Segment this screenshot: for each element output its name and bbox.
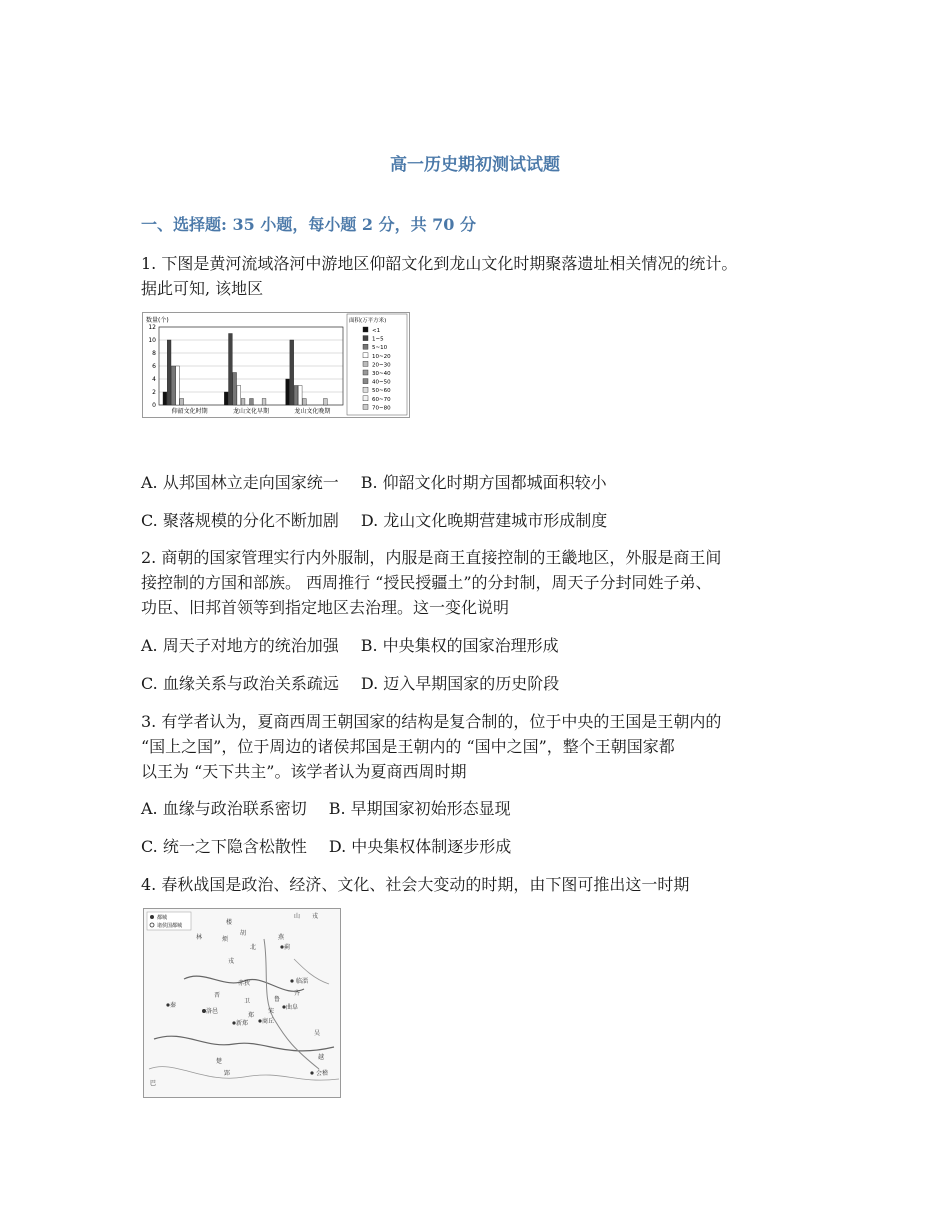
map-label: 鲁 <box>274 996 281 1003</box>
category-label: 龙山文化晚期 <box>294 408 331 415</box>
q1-option-a[interactable]: A. 从邦国林立走向国家统一 <box>141 473 339 492</box>
q2-line-3: 功臣、旧邦首领等到指定地区去治理。这一变化说明 <box>141 598 510 617</box>
legend-label: 50~60 <box>372 388 391 395</box>
legend-label: 10~20 <box>372 353 391 360</box>
legend-swatch <box>363 327 368 332</box>
map-label: 戎 <box>312 913 319 920</box>
q2-option-d[interactable]: D. 迈入早期国家的历史阶段 <box>360 674 560 693</box>
map-label: 齐 <box>294 990 301 997</box>
bar <box>286 379 290 405</box>
q1-option-d[interactable]: D. 龙山文化晚期营建城市形成制度 <box>360 511 608 530</box>
bar <box>167 340 171 405</box>
legend-swatch <box>363 387 368 392</box>
q4-line-1: 4. 春秋战国是政治、经济、文化、社会大变动的时期，由下图可推出这一时期 <box>141 875 690 894</box>
q3-line-2: “国上之国”，位于周边的诸侯邦国是王朝内的 “国中之国”，整个王朝国家都 <box>141 737 675 756</box>
legend-swatch <box>363 379 368 384</box>
q1-line-2: 据此可知, 该地区 <box>141 279 264 298</box>
q2-option-a[interactable]: A. 周天子对地方的统治加强 <box>141 636 339 655</box>
map-label: 洛邑 <box>206 1008 219 1015</box>
legend-label: 20~30 <box>372 362 391 369</box>
map-label: 郢 <box>224 1070 231 1077</box>
map-label: 林 <box>196 934 203 941</box>
y-tick-label: 0 <box>152 402 156 409</box>
q3-options-row-2 <box>141 834 511 857</box>
bar <box>171 366 175 405</box>
map-label: 北 <box>250 944 257 951</box>
y-tick-label: 4 <box>152 376 156 383</box>
legend-label: <1 <box>372 328 381 334</box>
bar <box>302 399 306 406</box>
y-tick-label: 12 <box>148 324 156 331</box>
q2-options-row-1 <box>141 633 559 656</box>
map-label: 巴 <box>150 1080 157 1087</box>
map-label: 戎 <box>228 958 235 965</box>
y-tick-label: 6 <box>152 363 156 370</box>
legend-label: 1~5 <box>372 336 384 343</box>
q3-option-b[interactable]: B. 早期国家初始形态显现 <box>328 799 511 818</box>
q3-line-3: 以王为 “天下共主”。该学者认为夏商西周时期 <box>141 762 467 781</box>
bar <box>294 386 298 406</box>
bar <box>237 386 241 406</box>
legend-swatch <box>363 361 368 366</box>
y-tick-label: 8 <box>152 350 156 357</box>
legend-label: 70~80 <box>372 405 391 412</box>
map-label: 越 <box>318 1054 325 1061</box>
map-legend-vassal: 诸侯国都城 <box>157 923 183 929</box>
bar <box>298 386 302 406</box>
bar <box>163 392 167 405</box>
q3-option-d[interactable]: D. 中央集权体制逐步形成 <box>328 837 512 856</box>
q3-option-a[interactable]: A. 血缘与政治联系密切 <box>141 799 307 818</box>
map-label: 新郑 <box>236 1020 249 1027</box>
section-heading: 一、选择题: 35 小题，每小题 2 分，共 70 分 <box>141 215 476 234</box>
map-label: 蓟 <box>284 944 291 951</box>
bar <box>180 399 184 406</box>
legend-label: 5~10 <box>372 345 388 352</box>
bar <box>224 392 228 405</box>
map-graphic <box>144 909 340 1097</box>
map-label: 宋 <box>268 1008 275 1015</box>
map-label: 燕 <box>278 934 285 941</box>
map-label: 赤狄 <box>238 980 251 987</box>
q3-option-c[interactable]: C. 统一之下隐含松散性 <box>141 837 307 856</box>
legend-swatch <box>363 353 368 358</box>
bar <box>290 340 294 405</box>
map-label: 烦 <box>222 936 229 943</box>
q1-options-row-1 <box>141 470 607 493</box>
y-axis-label: 数量(个) <box>146 317 169 324</box>
map-label: 曲阜 <box>286 1004 299 1011</box>
settlement-chart <box>142 312 410 418</box>
map-label: 晋 <box>214 992 221 999</box>
bar <box>262 399 266 406</box>
bar <box>233 373 237 406</box>
legend-label: 40~50 <box>372 379 391 386</box>
legend-swatch <box>363 396 368 401</box>
map-label: 楼 <box>226 919 233 926</box>
q3-options-row-1 <box>141 796 511 819</box>
map-label: 商丘 <box>262 1018 275 1025</box>
map-label: 临淄 <box>296 978 309 985</box>
q1-line-1: 1. 下图是黄河流域洛河中游地区仰韶文化到龙山文化时期聚落遗址相关情况的统计。 <box>141 254 738 273</box>
map-label: 卫 <box>244 998 251 1005</box>
legend-title: 面积(万平方米) <box>349 318 387 324</box>
map-label: 吴 <box>314 1030 321 1037</box>
category-label: 仰韶文化时期 <box>171 408 208 415</box>
bar <box>176 366 180 405</box>
settlement-bar-chart <box>143 313 409 417</box>
bar <box>323 399 327 406</box>
spring-autumn-map <box>143 908 341 1098</box>
bar <box>241 399 245 406</box>
q2-line-1: 2. 商朝的国家管理实行内外服制，内服是商王直接控制的王畿地区，外服是商王间 <box>141 548 722 567</box>
q1-option-c[interactable]: C. 聚落规模的分化不断加剧 <box>141 511 339 530</box>
q2-option-b[interactable]: B. 中央集权的国家治理形成 <box>360 636 559 655</box>
map-label: 山 <box>294 913 301 920</box>
q3-line-1: 3. 有学者认为，夏商西周王朝国家的结构是复合制的，位于中央的王国是王朝内的 <box>141 712 722 731</box>
page-title: 高一历史期初测试试题 <box>390 155 560 175</box>
y-tick-label: 10 <box>148 337 156 344</box>
q1-option-b[interactable]: B. 仰韶文化时期方国都城面积较小 <box>360 473 607 492</box>
bar <box>250 399 254 406</box>
q2-option-c[interactable]: C. 血缘关系与政治关系疏远 <box>141 674 339 693</box>
map-label: 秦 <box>170 1002 177 1009</box>
legend-swatch <box>363 404 368 409</box>
category-label: 龙山文化早期 <box>232 408 270 415</box>
y-tick-label: 2 <box>152 389 156 396</box>
legend-swatch <box>363 370 368 375</box>
legend-label: 60~70 <box>372 396 391 403</box>
map-label: 胡 <box>240 930 247 937</box>
q1-options-row-2 <box>141 508 607 531</box>
map-label: 楚 <box>216 1058 223 1065</box>
q2-options-row-2 <box>141 671 559 694</box>
map-label: 郑 <box>248 1012 255 1019</box>
bar <box>229 334 233 406</box>
map-legend-capital: 都城 <box>157 915 168 921</box>
legend-swatch <box>363 344 368 349</box>
legend-swatch <box>363 336 368 341</box>
legend-label: 30~40 <box>372 371 391 377</box>
q2-line-2: 接控制的方国和部族。 西周推行 “授民授疆土”的分封制，周天子分封同姓子弟、 <box>141 573 712 592</box>
map-label: 会稽 <box>316 1070 329 1077</box>
